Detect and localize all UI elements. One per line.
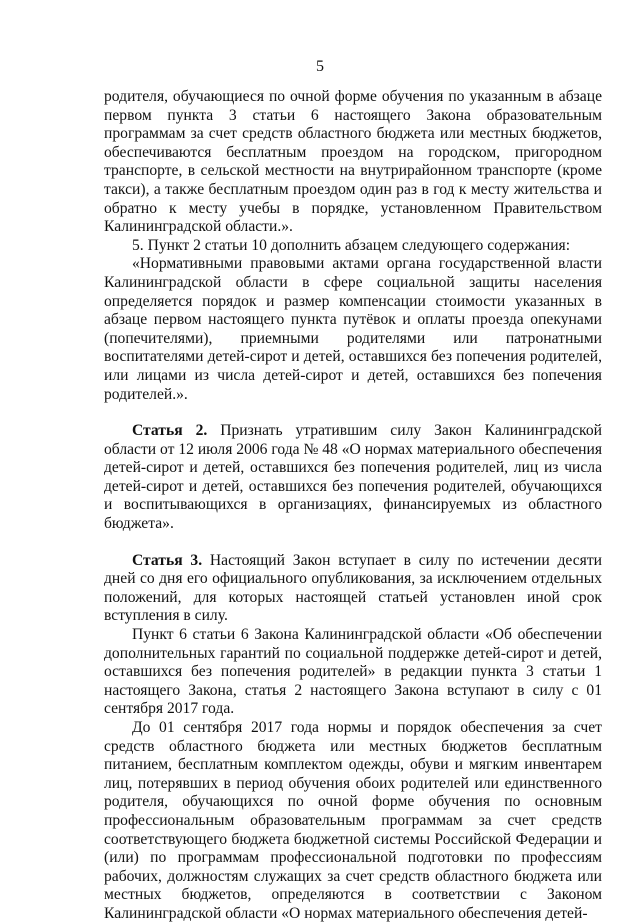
paragraph-quoted-addition: «Нормативными правовыми актами органа государственной власти Калининградской области в сфере социальной защиты населения определяется порядок и размер компенсации стоимости указанных в абзаце первом настоящего пункта путёвок и оплаты проезда опекунами (попечителями), приемными родителями или патронатными воспитателями детей-сирот и детей, оставшихся без попечения родителей, или лицами из числа детей-сирот и детей, оставшихся без попечения родителей.». (104, 255, 602, 403)
paragraph-effective-date: Пункт 6 статьи 6 Закона Калининградской области «Об обеспечении дополнительных гарантий по социальной поддержке детей-сирот и детей, оставшихся без попечения родителей» в редакции пункта 3 статьи 1 настоящего Закона, статья 2 настоящего Закона вступают в силу с 01 сентября 2017 года. (104, 626, 602, 718)
paragraph-continuation: родителя, обучающиеся по очной форме обучения по указанным в абзаце первом пункта 3 статьи 6 настоящего Закона образовательным программам за счет средств областного бюджета или местных бюджетов, обеспечиваются бесплатным проездом на городском, пригородном транспорте, в сельской местности на внутрирайонном транспорте (кроме такси), а также бесплатным проездом один раз в год к месту жительства и обратно к месту учебы в порядке, установленном Правительством Калининградской области.». (104, 88, 602, 236)
paragraph-transitional: До 01 сентября 2017 года нормы и порядок обеспечения за счет средств областного бюджета или местных бюджетов бесплатным питанием, бесплатным комплектом одежды, обуви и мягким инвентарем лиц, потерявших в период обучения обоих родителей или единственного родителя, обучающихся по очной форме обучения по основным профессиональным образовательным программам за счет средств соответствующего бюджета бюджетной системы Российской Федерации и (или) по программам профессиональной подготовки по профессиям рабочих, должностям служащих за счет средств областного бюджета или местных бюджетов, определяются в соответствии с Законом Калининградской области «О нормах материального обеспечения детей- (104, 719, 602, 922)
document-body (104, 88, 602, 924)
article-3-paragraph (104, 552, 602, 626)
article-2-text: Признать утратившим силу Закон Калининградской области от 12 июля 2006 года № 48 «О нормах материального обеспечения детей-сирот и детей, оставшихся без попечения родителей, лиц из числа детей-сирот и детей, оставшихся без попечения родителей, обучающихся и воспитывающихся в организациях, финансируемых из областного бюджета». (104, 422, 602, 533)
article-2-label: Статья 2. (132, 422, 208, 440)
article-3-text: Настоящий Закон вступает в силу по истечении десяти дней со дня его официального опубликования, за исключением отдельных положений, для которых настоящей статьей установлен иной срок вступления в силу. (104, 551, 602, 625)
article-2-paragraph (104, 422, 602, 534)
paragraph-item-5: 5. Пункт 2 статьи 10 дополнить абзацем следующего содержания: (132, 236, 571, 254)
page-number: 5 (316, 58, 324, 75)
article-3-label: Статья 3. (132, 551, 203, 569)
